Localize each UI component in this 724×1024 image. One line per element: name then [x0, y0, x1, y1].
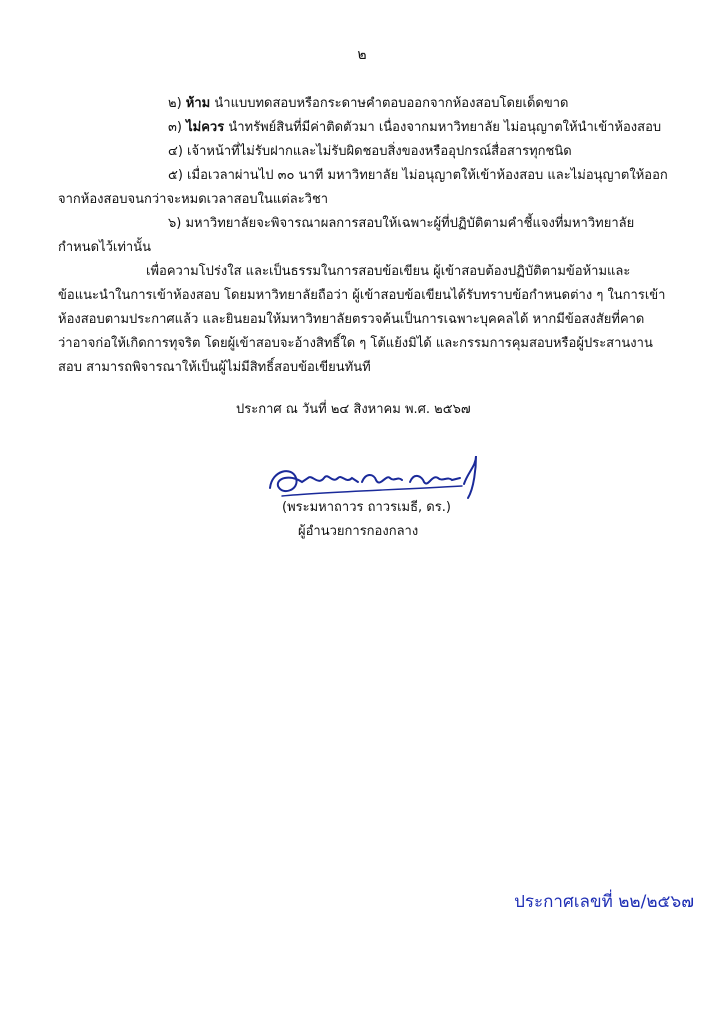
rule-number: ๔): [168, 144, 183, 159]
paragraph-line: ห้องสอบตามประกาศแล้ว และยินยอมให้มหาวิทยาลัยตรวจค้นเป็นการเฉพาะบุคคลได้ หากมีข้อสงสัยที่คาด: [58, 312, 645, 327]
rule-item-4: [168, 140, 572, 161]
rule-item-6: [168, 212, 634, 233]
announcement-number: ประกาศเลขที่ ๒๒/๒๕๖๗: [514, 892, 694, 912]
rule-number: ๒): [168, 96, 182, 111]
signer-name: (พระมหาถาวร ถาวรเมธี, ดร.): [282, 500, 451, 515]
signer-title: ผู้อำนวยการกองกลาง: [298, 524, 419, 539]
paragraph-line: ข้อแนะนำในการเข้าห้องสอบ โดยมหาวิทยาลัยถือว่า ผู้เข้าสอบข้อเขียนได้รับทราบข้อกำหนดต่าง ๆ ในการเข้า: [58, 288, 666, 303]
rule-text: นำแบบทดสอบหรือกระดาษคำตอบออกจากห้องสอบโดยเด็ดขาด: [210, 96, 569, 111]
rule-text: มหาวิทยาลัยจะพิจารณาผลการสอบให้เฉพาะผู้ที่ปฏิบัติตามคำชี้แจงที่มหาวิทยาลัย: [181, 216, 635, 231]
rule-item-3: [168, 116, 661, 137]
paragraph-line: เพื่อความโปร่งใส และเป็นธรรมในการสอบข้อเขียน ผู้เข้าสอบต้องปฏิบัติตามข้อห้ามและ: [146, 264, 631, 279]
page-number: ๒: [357, 47, 367, 63]
rule-item-6-continued: กำหนดไว้เท่านั้น: [58, 240, 151, 255]
rule-item-5-continued: จากห้องสอบจนกว่าจะหมดเวลาสอบในแต่ละวิชา: [58, 192, 329, 207]
rule-item-5: [168, 164, 668, 185]
paragraph-line: สอบ สามารถพิจารณาให้เป็นผู้ไม่มีสิทธิ์สอบข้อเขียนทันที: [58, 360, 371, 375]
rule-number: ๖): [168, 216, 182, 231]
rule-number: ๓): [168, 120, 182, 135]
rule-text: เมื่อเวลาผ่านไป ๓๐ นาที มหาวิทยาลัย ไม่อนุญาตให้เข้าห้องสอบ และไม่อนุญาตให้ออก: [182, 168, 668, 183]
rule-text: เจ้าหน้าที่ไม่รับฝากและไม่รับผิดชอบสิ่งของหรืออุปกรณ์สื่อสารทุกชนิด: [182, 144, 572, 159]
rule-item-2: [168, 92, 568, 113]
rule-number: ๕): [168, 168, 183, 183]
rule-text: นำทรัพย์สินที่มีค่าติดตัวมา เนื่องจากมหาวิทยาลัย ไม่อนุญาตให้นำเข้าห้องสอบ: [224, 120, 662, 135]
announcement-date: ประกาศ ณ วันที่ ๒๔ สิงหาคม พ.ศ. ๒๕๖๗: [236, 402, 471, 417]
rule-keyword: ห้าม: [185, 96, 211, 111]
rule-keyword: ไม่ควร: [186, 120, 225, 135]
paragraph-line: ว่าอาจก่อให้เกิดการทุจริต โดยผู้เข้าสอบจะอ้างสิทธิ์ใด ๆ โต้แย้งมิได้ และกรรมการคุมสอบหรือผู้ประสานงาน: [58, 336, 653, 351]
